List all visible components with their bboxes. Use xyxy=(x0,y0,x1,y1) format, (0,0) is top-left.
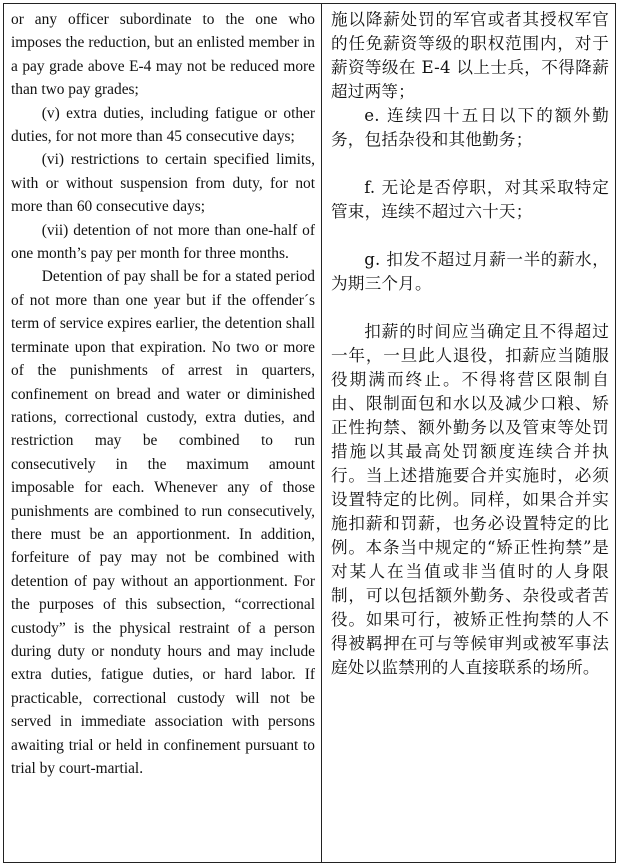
english-column xyxy=(4,4,322,862)
paragraph-spacer xyxy=(331,224,609,248)
english-paragraph-2: (v) extra duties, including fatigue or other duties, for not more than 45 consecutive days; xyxy=(11,104,315,146)
paragraph-spacer xyxy=(331,296,609,320)
english-paragraph-4: (vii) detention of not more than one-half of one month’s pay per month for three months. xyxy=(11,221,315,263)
chinese-paragraph-2: e. 连续四十五日以下的额外勤务，包括杂役和其他勤务； xyxy=(331,106,609,149)
chinese-paragraph-4: g. 扣发不超过月薪一半的薪水，为期三个月。 xyxy=(331,250,609,293)
chinese-column xyxy=(322,4,615,862)
english-paragraph-3: (vi) restrictions to certain specified limits, with or without suspension from duty, for not more than 60 consecutive days; xyxy=(11,151,315,216)
chinese-paragraph-5: 扣薪的时间应当确定且不得超过一年，一旦此人退役，扣薪应当随服役期满而终止。不得将营区限制自由、限制面包和水以及减少口粮、矫正性拘禁、额外勤务以及管束等处罚措施以其最高处罚额度连续合并执行。当上述措施要合并实施时，必须设置特定的比例。同样，如果合并实施扣薪和罚薪，也务必设置特定的比例。本条当中规定的“矫正性拘禁”是对某人在当值或非当值时的人身限制，可以包括额外勤务、杂役或者苦役。如果可行，被矫正性拘禁的人不得被羁押在可与等候审判或被军事法庭处以监禁刑的人直接联系的场所。 xyxy=(331,322,609,677)
english-paragraph-1: or any officer subordinate to the one who imposes the reduction, but an enlisted member in a pay grade above E-4 may not be reduced more than two pay grades; xyxy=(11,11,315,99)
english-paragraph-5: Detention of pay shall be for a stated period of not more than one year but if the offender´s term of service expires earlier, the detention shall terminate upon that expiration. No two or more of the punishments of arrest in quarters, confinement on bread and water or diminished rations, correctional custody, extra duties, and restriction may be combined to run consecutively in the maximum amount imposable for each. Whenever any of those punishments are combined to run consecutively, there must be an apportionment. In addition, forfeiture of pay may not be combined with detention of pay without an apportionment. For the purposes of this subsection, “correctional custody” is the physical restraint of a person during duty or nonduty hours and may include extra duties, fatigue duties, or hard labor. If practicable, correctional custody will not be served in immediate association with persons awaiting trial or held in confinement pursuant to trial by court-martial. xyxy=(11,268,315,777)
bilingual-table xyxy=(3,3,616,863)
paragraph-spacer xyxy=(331,152,609,176)
chinese-paragraph-1: 施以降薪处罚的军官或者其授权军官的任免薪资等级的职权范围内，对于薪资等级在 E-4 以上士兵，不得降薪超过两等； xyxy=(331,10,609,101)
chinese-paragraph-3: f. 无论是否停职，对其采取特定管束，连续不超过六十天； xyxy=(331,178,609,221)
